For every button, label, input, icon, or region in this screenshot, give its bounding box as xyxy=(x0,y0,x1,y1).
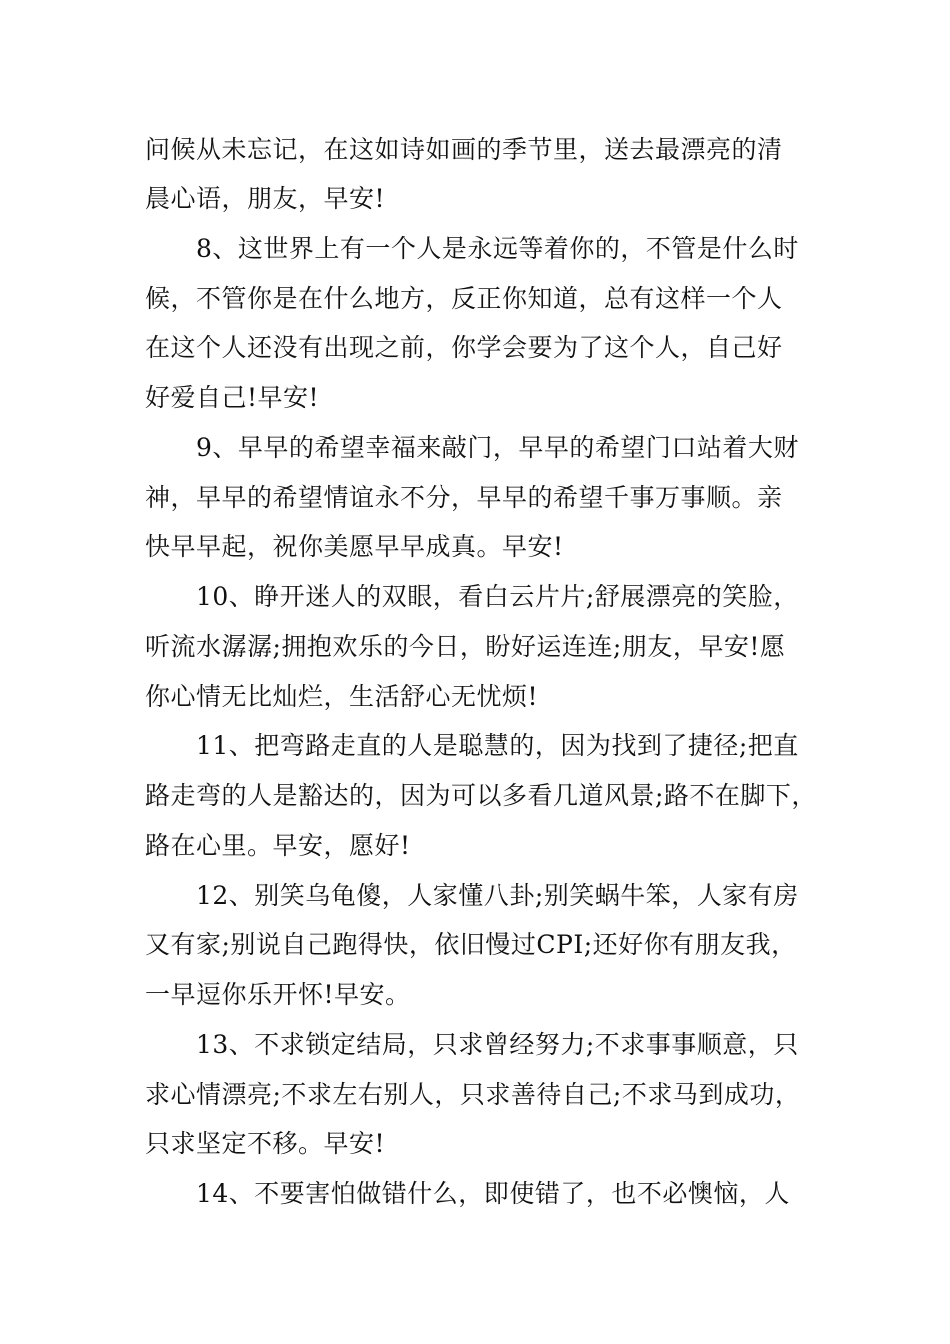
paragraph-start-14: 14、不要害怕做错什么，即使错了，也不必懊恼，人 xyxy=(196,1179,790,1208)
text-line: 求心情漂亮;不求左右别人，只求善待自己;不求马到成功， xyxy=(145,1080,801,1109)
text-line: 神，早早的希望情谊永不分，早早的希望千事万事顺。亲 xyxy=(145,483,783,512)
paragraph-start-8: 8、这世界上有一个人是永远等着你的，不管是什么时 xyxy=(196,234,799,263)
paragraph-start-11: 11、把弯路走直的人是聪慧的，因为找到了捷径;把直 xyxy=(196,731,799,760)
paragraph-start-10: 10、睁开迷人的双眼，看白云片片;舒展漂亮的笑脸， xyxy=(196,582,799,611)
text-line: 一早逗你乐开怀!早安。 xyxy=(145,980,411,1009)
text-line: 路在心里。早安，愿好! xyxy=(145,831,411,860)
paragraph-start-13: 13、不求锁定结局，只求曾经努力;不求事事顺意，只 xyxy=(196,1030,799,1059)
text-line: 好爱自己!早安! xyxy=(145,383,320,412)
text-line: 你心情无比灿烂，生活舒心无忧烦! xyxy=(145,682,539,711)
paragraph-start-12: 12、别笑乌龟傻，人家懂八卦;别笑蜗牛笨，人家有房 xyxy=(196,881,799,910)
text-line: 候，不管你是在什么地方，反正你知道，总有这样一个人 xyxy=(145,284,783,313)
text-line: 听流水潺潺;拥抱欢乐的今日，盼好运连连;朋友，早安!愿 xyxy=(145,632,786,661)
text-line: 快早早起，祝你美愿早早成真。早安! xyxy=(145,532,564,561)
text-line: 路走弯的人是豁达的，因为可以多看几道风景;路不在脚下， xyxy=(145,781,817,810)
paragraph-start-9: 9、早早的希望幸福来敲门，早早的希望门口站着大财 xyxy=(196,433,799,462)
text-line: 问候从未忘记，在这如诗如画的季节里，送去最漂亮的清 xyxy=(145,135,783,164)
text-line: 在这个人还没有出现之前，你学会要为了这个人，自己好 xyxy=(145,333,783,362)
text-line: 只求坚定不移。早安! xyxy=(145,1129,386,1158)
text-line: 晨心语，朋友，早安! xyxy=(145,184,386,213)
text-line: 又有家;别说自己跑得快，依旧慢过CPI;还好你有朋友我， xyxy=(145,930,797,959)
